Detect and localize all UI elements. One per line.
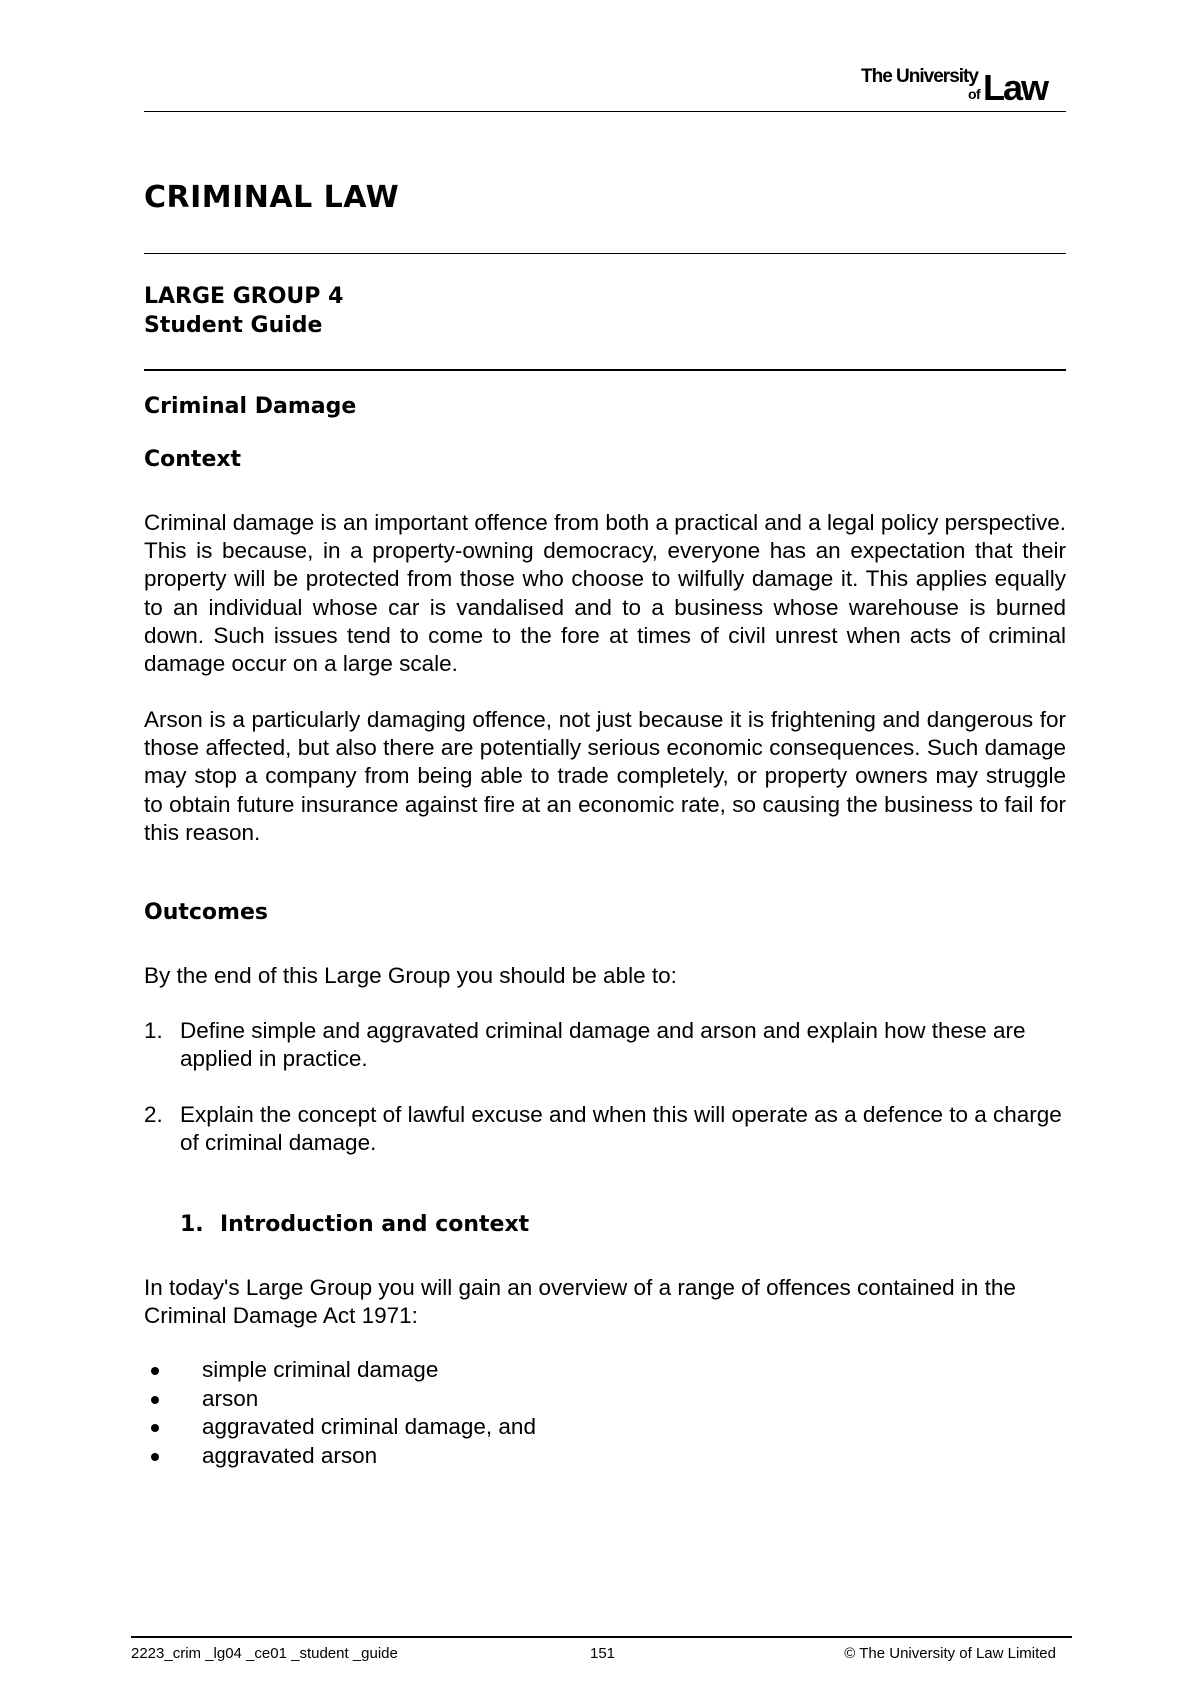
list-item-text: aggravated criminal damage, and — [202, 1414, 536, 1439]
context-heading: Context — [144, 447, 242, 472]
section-title: Introduction and context — [220, 1212, 530, 1237]
bullet-icon — [151, 1424, 159, 1432]
outcome-text: Define simple and aggravated criminal damage and arson and explain how these are applied in practice. — [180, 1018, 1026, 1072]
logo-line-of: of — [968, 86, 981, 102]
group-title-line2: Student Guide — [144, 313, 323, 338]
outcome-number: 1. — [144, 1018, 163, 1043]
bullet-icon — [151, 1367, 159, 1375]
university-logo — [858, 64, 1068, 106]
section-number: 1. — [180, 1212, 204, 1237]
context-paragraph-2: Arson is a particularly damaging offence, not just because it is frightening and dangerous for those affected, but also there are potentially serious economic consequences. Such damage may stop a company from being able to trade completely, or property owners may struggle to obtain future insurance against fire at an economic rate, so causing the business to fail for this reason. — [144, 707, 1066, 845]
title-rule — [144, 253, 1066, 254]
footer-page-number: 151 — [590, 1645, 616, 1662]
group-title-line1: LARGE GROUP 4 — [144, 284, 344, 309]
outcome-text: Explain the concept of lawful excuse and when this will operate as a defence to a charge of criminal damage. — [180, 1102, 1062, 1156]
group-title — [144, 282, 343, 340]
list-item-text: arson — [202, 1385, 259, 1411]
bullet-icon — [151, 1396, 159, 1404]
bullet-icon — [151, 1453, 159, 1461]
outcomes-heading: Outcomes — [144, 900, 268, 925]
context-paragraph-1: Criminal damage is an important offence from both a practical and a legal policy perspective. This is because, in a property-owning democracy, everyone has an expectation that their property will be protected from those who choose to wilfully damage it. This applies equally to an individual whose car is vandalised and to a business whose warehouse is burned down. Such issues tend to come to the fore at times of civil unrest when acts of criminal damage occur on a large scale. — [144, 510, 1066, 677]
footer-filename: 2223_crim _lg04 _ce01 _student _guide — [131, 1645, 398, 1662]
outcomes-intro: By the end of this Large Group you should be able to: — [144, 963, 677, 988]
footer-rule — [131, 1636, 1072, 1638]
logo-line-university: The University — [861, 66, 978, 87]
group-rule — [144, 369, 1066, 371]
logo-line-law: Law — [983, 67, 1048, 108]
section-1-intro: In today's Large Group you will gain an overview of a range of offences contained in the Criminal Damage Act 1971: — [144, 1275, 1016, 1329]
document-title: CRIMINAL LAW — [144, 180, 400, 215]
footer-copyright: © The University of Law Limited — [844, 1645, 1056, 1662]
section-1-heading — [180, 1212, 529, 1237]
header-rule — [144, 111, 1066, 112]
outcome-item-1 — [144, 1017, 1066, 1073]
list-item-text: aggravated arson — [202, 1442, 378, 1468]
topic-heading: Criminal Damage — [144, 394, 357, 419]
list-item-text: simple criminal damage — [202, 1357, 439, 1382]
outcome-item-2 — [144, 1101, 1066, 1157]
outcome-number: 2. — [144, 1102, 163, 1127]
